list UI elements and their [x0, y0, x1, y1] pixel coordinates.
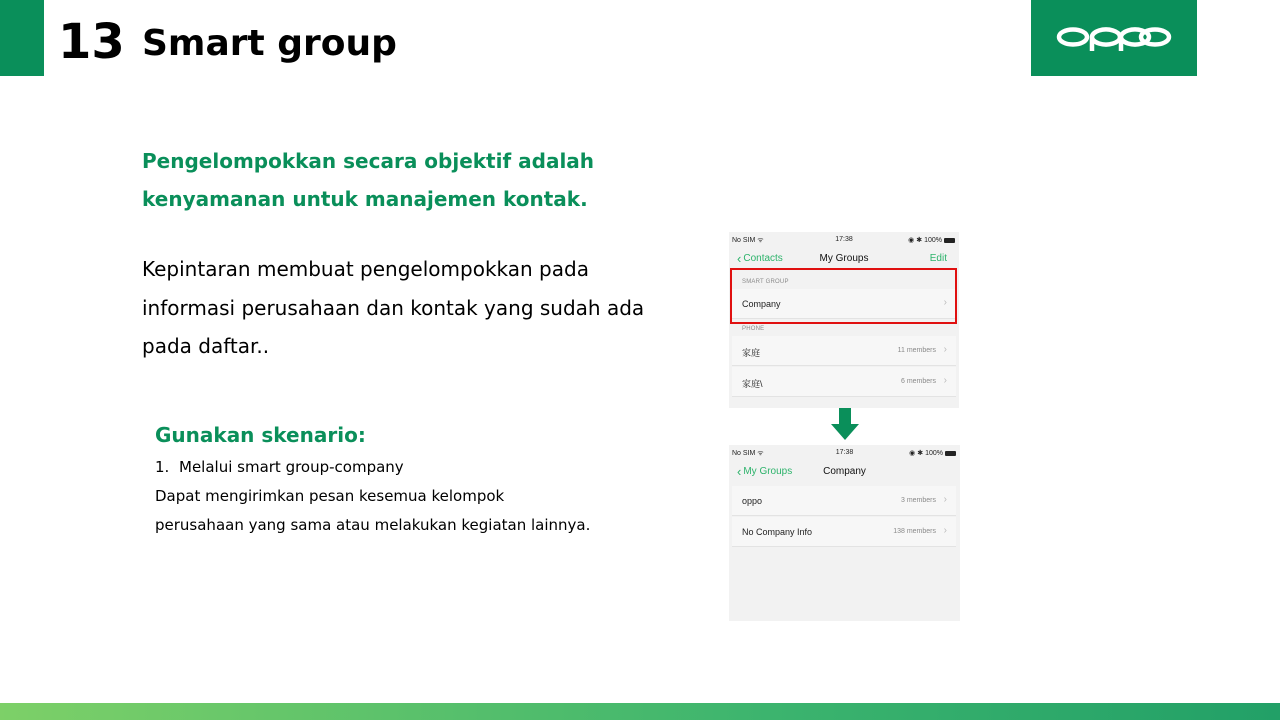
- headline-line: Pengelompokkan secara objektif adalah: [142, 149, 595, 173]
- usage-item-number: 1.: [155, 458, 170, 476]
- oppo-logo-wordmark: [1054, 23, 1174, 53]
- cell-label: No Company Info: [742, 527, 813, 537]
- status-time: 17:38: [835, 449, 854, 456]
- usage-heading: Gunakan skenario:: [155, 423, 366, 447]
- carrier-label: No SIM ᯤ: [732, 450, 764, 457]
- chevron-left-icon: ‹: [737, 463, 742, 479]
- member-count: 11 members: [897, 347, 936, 354]
- body-line: informasi perusahaan dan kontak yang sudah ada: [142, 295, 645, 320]
- list-item[interactable]: [732, 336, 956, 366]
- chevron-right-icon: ›: [943, 344, 947, 355]
- arrow-down-icon: [831, 408, 859, 440]
- cell-label: 家庭\: [742, 379, 763, 389]
- header-accent-tab: [0, 0, 44, 76]
- nav-bar: [729, 249, 959, 269]
- nav-bar: [729, 462, 960, 482]
- status-bar: [729, 445, 960, 461]
- edit-button[interactable]: Edit: [929, 253, 947, 264]
- usage-list: [155, 453, 635, 540]
- member-count: 138 members: [893, 528, 936, 535]
- body-line: Kepintaran membuat pengelompokkan pada: [142, 257, 589, 281]
- usage-line: Dapat mengirimkan pesan kesemua kelompok: [155, 487, 505, 505]
- chevron-left-icon: ‹: [737, 250, 742, 266]
- status-time: 17:38: [835, 236, 853, 243]
- body-paragraph: [142, 250, 682, 366]
- cell-label: oppo: [742, 496, 763, 506]
- battery-icon: [945, 451, 956, 456]
- headline-line: kenyamanan untuk manajemen kontak.: [142, 187, 588, 211]
- footer-bar: [0, 703, 1280, 720]
- section-label-smart-group: SMART GROUP: [742, 279, 789, 285]
- list-item[interactable]: [732, 517, 956, 547]
- battery-icon: [944, 238, 955, 243]
- section-label-phone: PHONE: [742, 326, 765, 332]
- battery-status: ◉ ✱ 100%: [908, 236, 955, 244]
- body-line: pada daftar..: [142, 334, 270, 358]
- chevron-right-icon: ›: [943, 297, 947, 308]
- chevron-right-icon: ›: [943, 494, 947, 505]
- chevron-right-icon: ›: [943, 525, 947, 536]
- carrier-label: No SIM ᯤ: [732, 237, 764, 244]
- member-count: 6 members: [900, 378, 936, 385]
- cell-label: 家庭: [742, 348, 761, 358]
- slide-number: 13: [58, 14, 125, 70]
- status-bar: [729, 232, 959, 248]
- usage-item: [155, 453, 635, 482]
- list-item[interactable]: [732, 367, 956, 397]
- cell-label: Company: [742, 299, 781, 309]
- highlight-box: [730, 268, 957, 324]
- headline: [142, 142, 702, 218]
- battery-status: ◉ ✱ 100%: [909, 449, 956, 457]
- back-button[interactable]: ‹ My Groups: [737, 463, 793, 479]
- back-button[interactable]: ‹ Contacts: [737, 250, 783, 266]
- chevron-right-icon: ›: [943, 375, 947, 386]
- list-item[interactable]: [732, 486, 956, 516]
- nav-title: Company: [823, 466, 866, 477]
- usage-line: perusahaan yang sama atau melakukan kegiatan lainnya.: [155, 516, 591, 534]
- member-count: 3 members: [900, 497, 936, 504]
- phone-screenshot-company: [729, 445, 960, 621]
- nav-title: My Groups: [819, 253, 869, 264]
- slide-title: Smart group: [142, 23, 397, 64]
- usage-item-text: Melalui smart group-company: [179, 458, 404, 476]
- oppo-logo: [1031, 0, 1197, 76]
